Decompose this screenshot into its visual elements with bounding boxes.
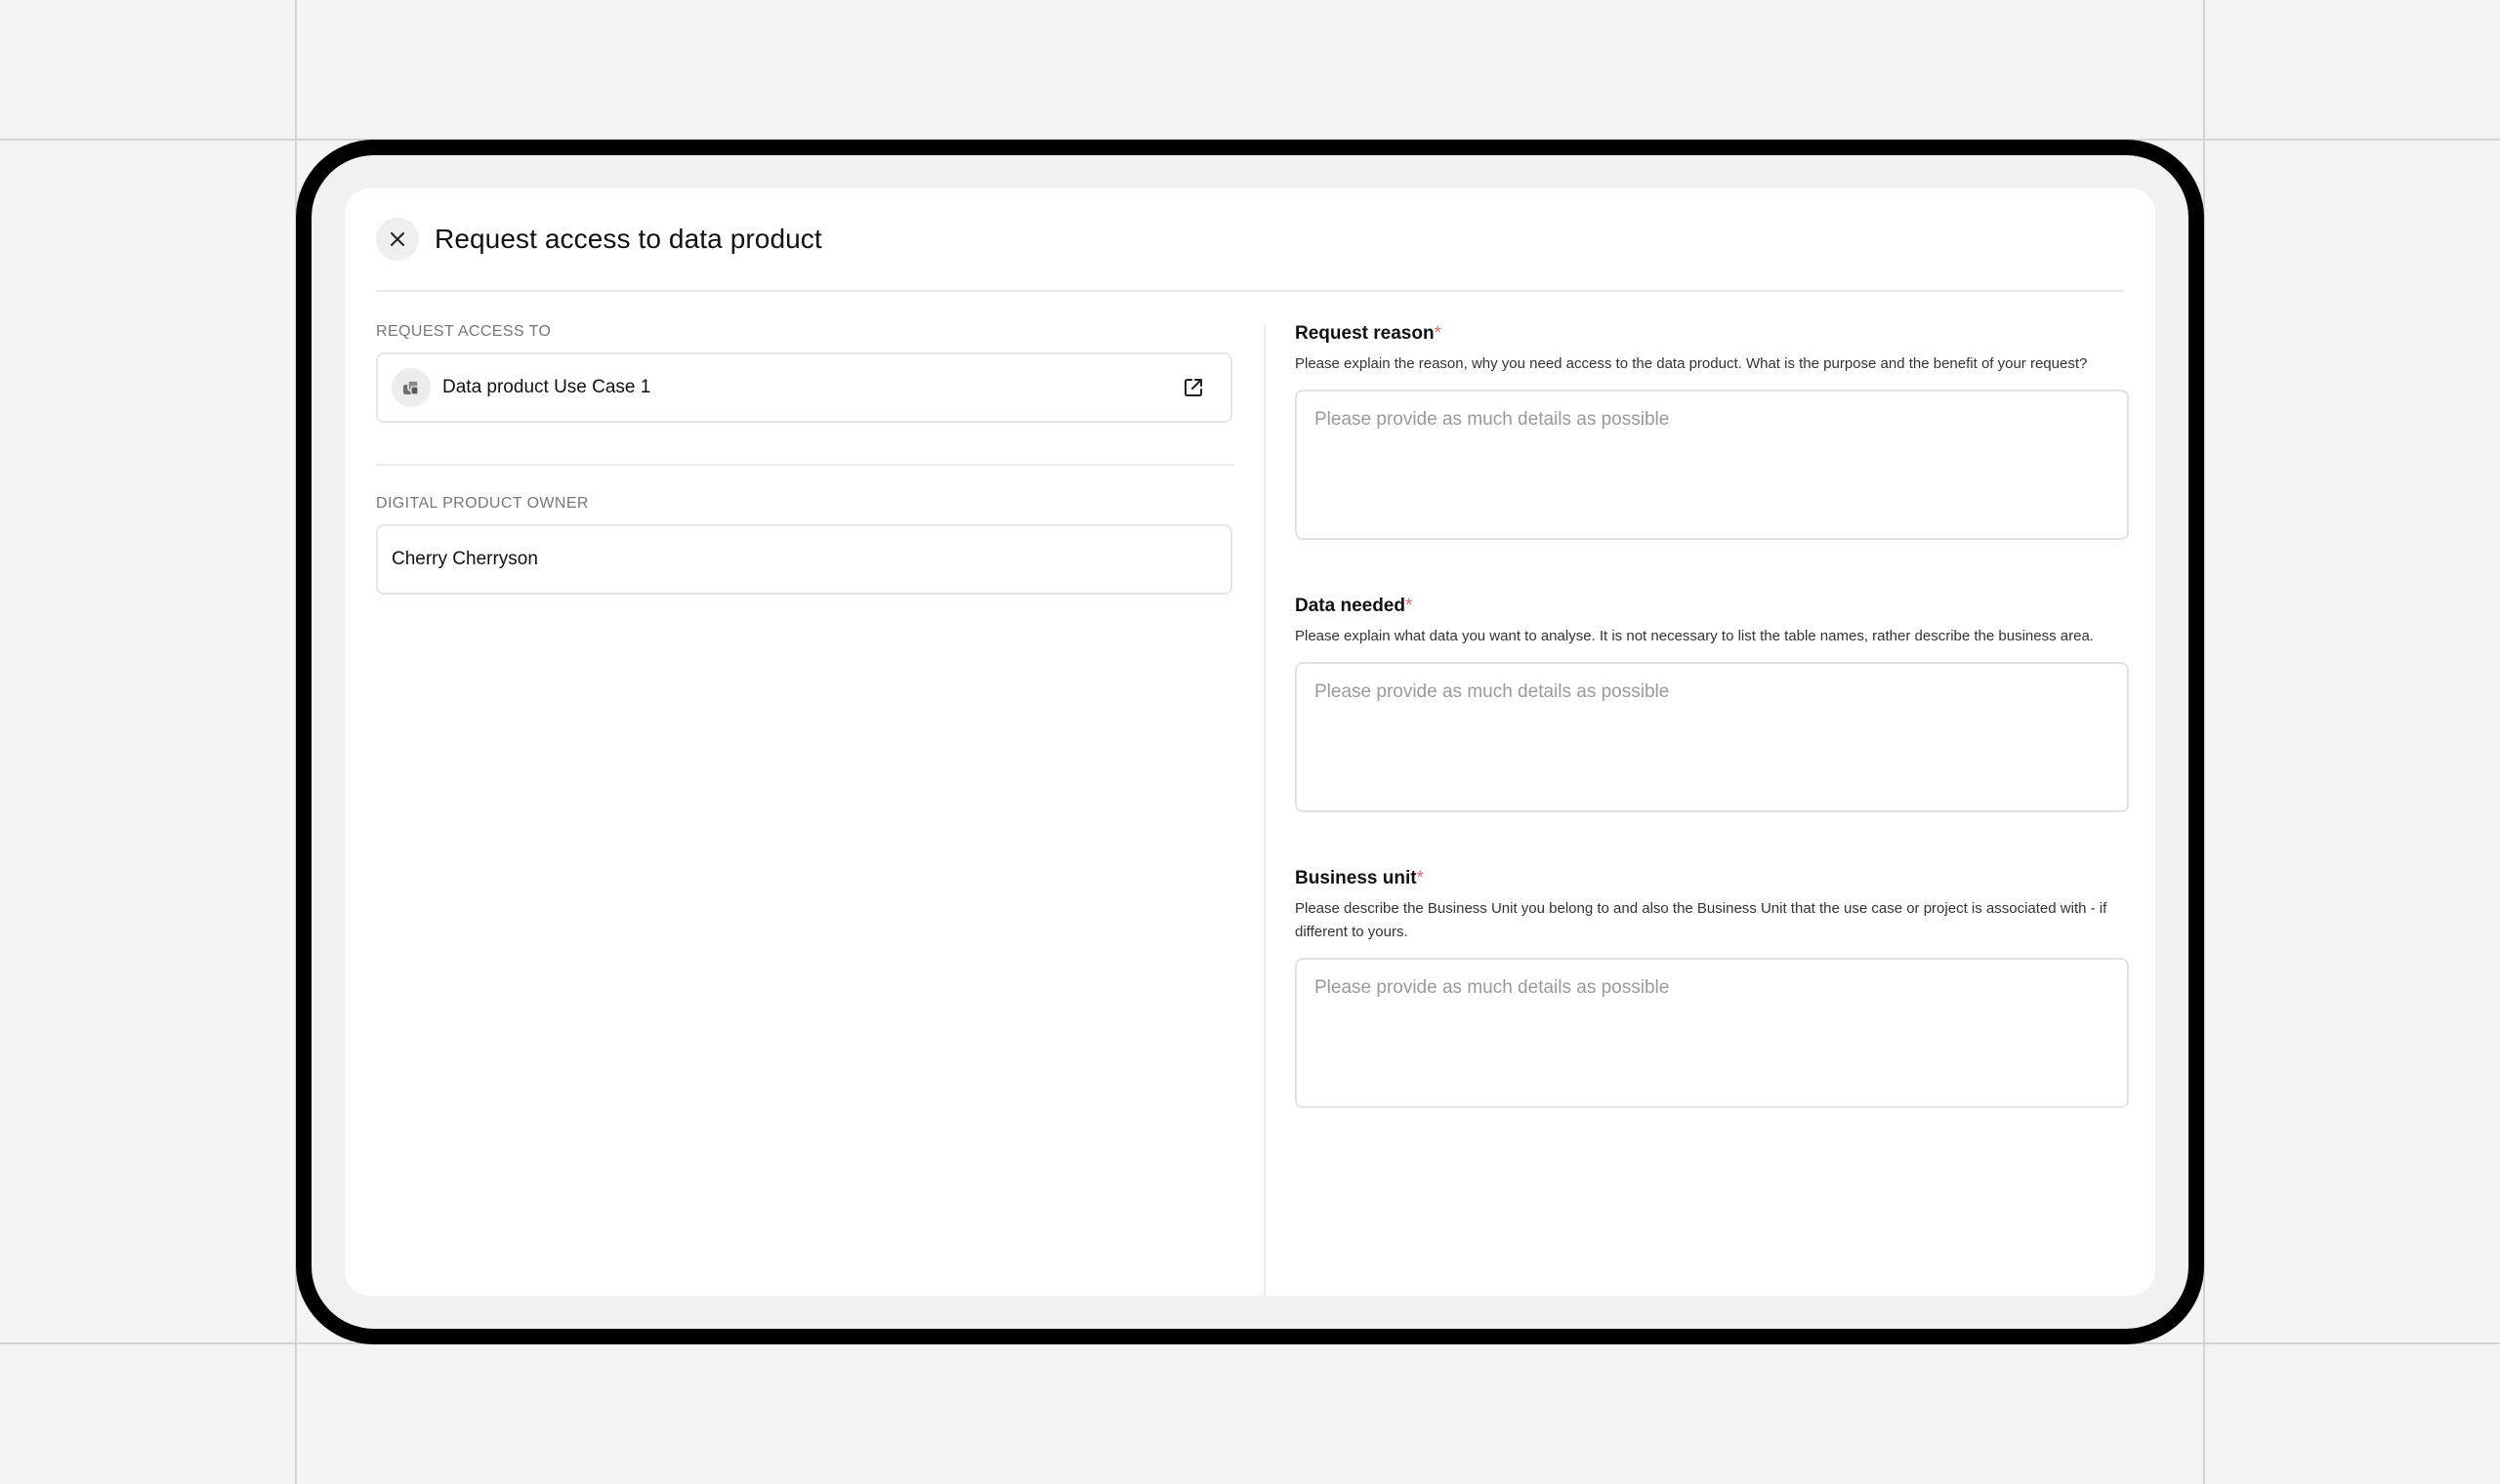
tablet-frame <box>296 140 2204 1344</box>
close-button[interactable] <box>376 218 419 261</box>
tablet-bezel <box>312 155 2188 1329</box>
required-marker: * <box>1404 596 1413 616</box>
page-title: Request access to data product <box>435 224 822 254</box>
required-marker: * <box>1416 868 1424 888</box>
required-marker: * <box>1434 323 1441 344</box>
data-needed-input[interactable] <box>1295 662 2129 812</box>
left-column <box>376 290 1234 1296</box>
business-unit-input[interactable] <box>1295 958 2129 1108</box>
product-owner-name: Cherry Cherryson <box>392 549 538 569</box>
data-product-icon <box>400 377 422 398</box>
product-avatar <box>392 368 431 407</box>
request-access-dialog <box>345 188 2155 1296</box>
section-divider <box>376 464 1234 466</box>
product-owner-label: DIGITAL PRODUCT OWNER <box>376 495 589 512</box>
dialog-header <box>376 188 2124 292</box>
data-product-name: Data product Use Case 1 <box>442 377 651 397</box>
close-icon <box>389 230 406 248</box>
data-needed-field <box>1295 596 2129 812</box>
data-product-card <box>376 352 1232 423</box>
business-unit-field <box>1295 868 2129 1108</box>
product-owner-card <box>376 524 1232 595</box>
business-unit-label: Business unit* <box>1295 868 1424 888</box>
request-reason-field <box>1295 323 2129 540</box>
data-needed-help: Please explain what data you want to analyse. It is not necessary to list the table names, rather describe the business area. <box>1295 628 2094 644</box>
request-reason-help: Please explain the reason, why you need access to the data product. What is the purpose and the benefit of your request? <box>1295 355 2088 372</box>
request-reason-label: Request reason* <box>1295 323 1441 344</box>
open-product-link[interactable] <box>1180 374 1207 401</box>
business-unit-help: Please describe the Business Unit you belong to and also the Business Unit that the use case or project is associated with - if different to yours. <box>1295 900 2107 940</box>
access-request-form <box>1295 290 2129 1296</box>
data-needed-label: Data needed* <box>1295 596 1413 616</box>
request-access-label: REQUEST ACCESS TO <box>376 323 552 340</box>
request-reason-input[interactable] <box>1295 390 2129 540</box>
external-link-icon <box>1182 376 1205 399</box>
column-divider <box>1264 325 1266 1296</box>
